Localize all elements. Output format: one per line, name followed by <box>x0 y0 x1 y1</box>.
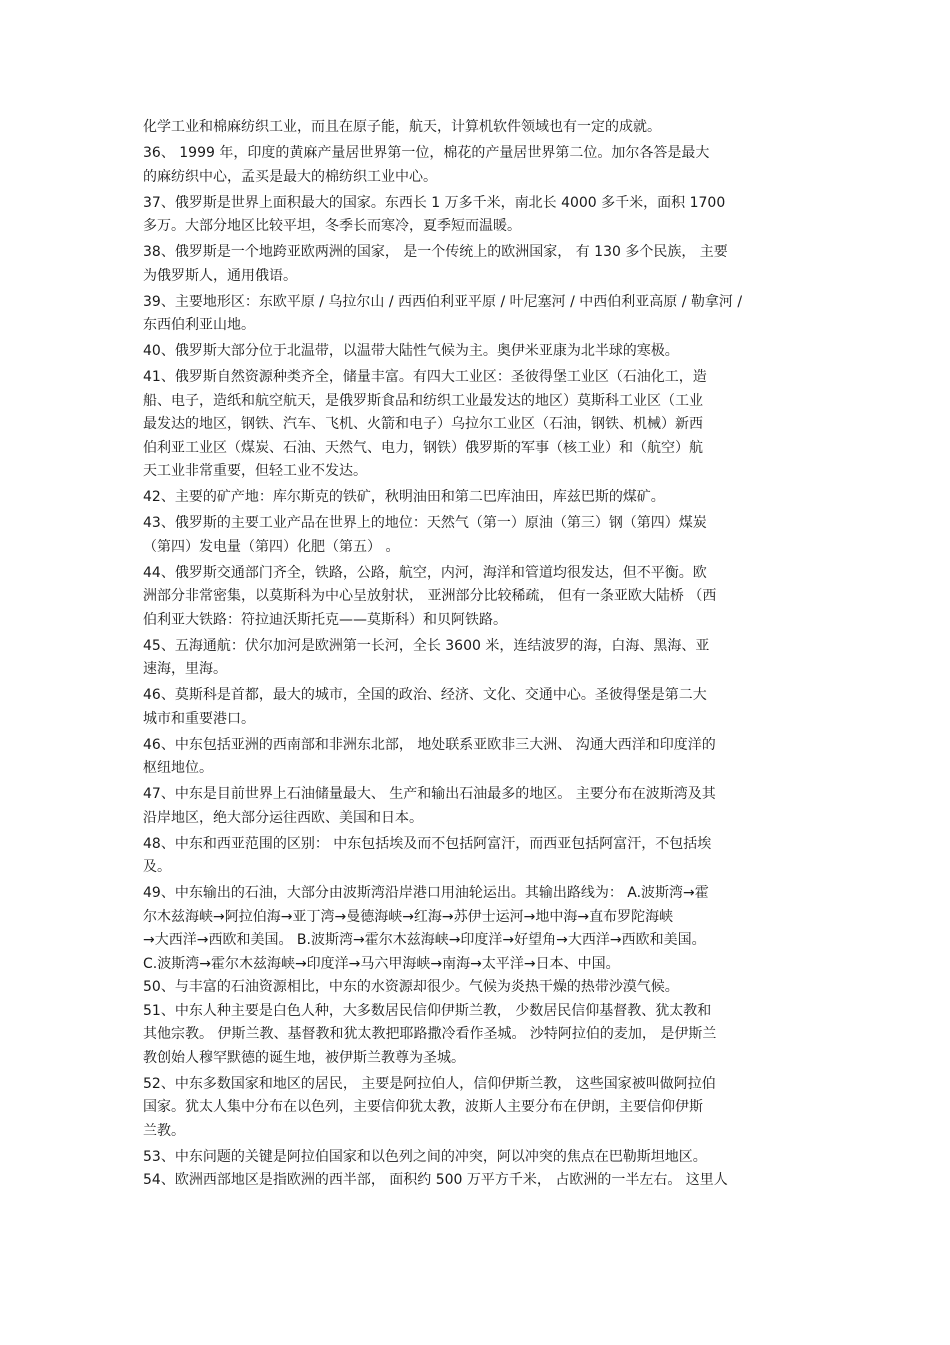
text-line: 37、俄罗斯是世界上面积最大的国家。东西长 1 万多千米，南北长 4000 多千米，面积 1700 <box>143 194 726 211</box>
text-line: 沿岸地区，绝大部分运往西欧、美国和日本。 <box>143 809 423 826</box>
text-line: 多万。大部分地区比较平坦，冬季长而寒冷，夏季短而温暖。 <box>143 218 521 234</box>
text-line: 51、中东人种主要是白色人种，大多数居民信仰伊斯兰教， 少数居民信仰基督教、犹太教和 <box>143 1002 712 1019</box>
text-line: 52、中东多数国家和地区的居民， 主要是阿拉伯人，信仰伊斯兰教， 这些国家被叫做阿拉伯 <box>143 1075 716 1092</box>
text-line: 47、中东是目前世界上石油储量最大、 生产和输出石油最多的地区。 主要分布在波斯湾及其 <box>143 786 716 802</box>
text-line: 城市和重要港口。 <box>143 710 255 727</box>
text-line: 53、中东问题的关键是阿拉伯国家和以色列之间的冲突，阿以冲突的焦点在巴勒斯坦地区。 <box>143 1148 707 1165</box>
text-line: 尔木兹海峡→阿拉伯海→亚丁湾→曼德海峡→红海→苏伊士运河→地中海→直布罗陀海峡 <box>143 908 674 925</box>
text-line: 54、欧洲西部地区是指欧洲的西半部， 面积约 500 万平方千米， 占欧洲的一半左右。 这里人 <box>143 1172 728 1188</box>
document-body <box>143 116 807 1193</box>
text-line: →大西洋→西欧和美国。 B.波斯湾→霍尔木兹海峡→印度洋→好望角→大西洋→西欧和美国。 <box>143 932 706 948</box>
text-line: （第四）发电量（第四）化肥（第五） 。 <box>143 538 400 555</box>
text-line: 42、主要的矿产地：库尔斯克的铁矿，秋明油田和第二巴库油田，库兹巴斯的煤矿。 <box>143 489 665 505</box>
text-line: 东西伯利亚山地。 <box>143 317 255 333</box>
text-line: 洲部分非常密集，以莫斯科为中心呈放射状， 亚洲部分比较稀疏， 但有一条亚欧大陆桥 （西 <box>143 588 717 604</box>
text-line: 最发达的地区，钢铁、汽车、飞机、火箭和电子）乌拉尔工业区（石油，钢铁、机械）新西 <box>143 416 703 432</box>
text-line: 49、中东输出的石油，大部分由波斯湾沿岸港口用油轮运出。其输出路线为： A.波斯湾→霍 <box>143 885 709 901</box>
page-bottom-margin <box>0 1220 950 1345</box>
text-line: 伯利亚工业区（煤炭、石油、天然气、电力，钢铁）俄罗斯的军事（核工业）和（航空）航 <box>143 439 703 456</box>
text-line: 45、五海通航：伏尔加河是欧洲第一长河，全长 3600 米，连结波罗的海，白海、黑海、亚 <box>143 637 710 654</box>
text-line: 兰教。 <box>143 1122 185 1139</box>
text-line: C.波斯湾→霍尔木兹海峡→印度洋→马六甲海峡→南海→太平洋→日本、中国。 <box>143 955 620 972</box>
text-line: 46、中东包括亚洲的西南部和非洲东北部， 地处联系亚欧非三大洲、 沟通大西洋和印度洋的 <box>143 736 716 753</box>
text-line: 50、与丰富的石油资源相比，中东的水资源却很少。气候为炎热干燥的热带沙漠气候。 <box>143 979 679 995</box>
text-line: 枢纽地位。 <box>143 760 213 776</box>
text-line: 36、 1999 年，印度的黄麻产量居世界第一位，棉花的产量居世界第二位。加尔各答是最大 <box>143 145 710 161</box>
text-line: 天工业非常重要，但轻工业不发达。 <box>143 463 367 479</box>
text-line: 的麻纺织中心，孟买是最大的棉纺织工业中心。 <box>143 168 437 185</box>
text-line: 43、俄罗斯的主要工业产品在世界上的地位：天然气（第一）原油（第三）钢（第四）煤炭 <box>143 515 707 531</box>
text-line: 为俄罗斯人，通用俄语。 <box>143 267 297 284</box>
text-line: 其他宗教。 伊斯兰教、基督教和犹太教把耶路撒冷看作圣城。 沙特阿拉伯的麦加， 是伊斯兰 <box>143 1026 717 1042</box>
text-line: 46、莫斯科是首都，最大的城市，全国的政治、经济、文化、交通中心。圣彼得堡是第二大 <box>143 687 707 703</box>
text-line: 速海，里海。 <box>143 661 227 677</box>
text-line: 化学工业和棉麻纺织工业，而且在原子能，航天，计算机软件领域也有一定的成就。 <box>143 119 661 135</box>
text-line: 44、俄罗斯交通部门齐全，铁路，公路，航空，内河，海洋和管道均很发达，但不平衡。欧 <box>143 564 707 581</box>
text-line: 48、中东和西亚范围的区别： 中东包括埃及而不包括阿富汗，而西亚包括阿富汗，不包括埃 <box>143 835 712 852</box>
text-line: 39、主要地形区：东欧平原 / 乌拉尔山 / 西西伯利亚平原 / 叶尼塞河 / 中西伯利亚高原 / 勒拿河 / <box>143 293 743 310</box>
text-line: 船、电子，造纸和航空航天，是俄罗斯食品和纺织工业最发达的地区）莫斯科工业区（工业 <box>143 392 703 409</box>
text-line: 40、俄罗斯大部分位于北温带，以温带大陆性气候为主。奥伊米亚康为北半球的寒极。 <box>143 343 679 359</box>
text-line: 国家。犹太人集中分布在以色列，主要信仰犹太教，波斯人主要分布在伊朗，主要信仰伊斯 <box>143 1099 703 1115</box>
text-line: 教创始人穆罕默德的诞生地，被伊斯兰教尊为圣城。 <box>143 1049 465 1066</box>
text-line: 38、俄罗斯是一个地跨亚欧两洲的国家， 是一个传统上的欧洲国家， 有 130 多个民族， 主要 <box>143 244 728 260</box>
text-line: 及。 <box>143 859 171 875</box>
text-line: 伯利亚大铁路：符拉迪沃斯托克——莫斯科）和贝阿铁路。 <box>143 611 507 628</box>
text-line: 41、俄罗斯自然资源种类齐全，储量丰富。有四大工业区：圣彼得堡工业区（石油化工，造 <box>143 369 707 385</box>
